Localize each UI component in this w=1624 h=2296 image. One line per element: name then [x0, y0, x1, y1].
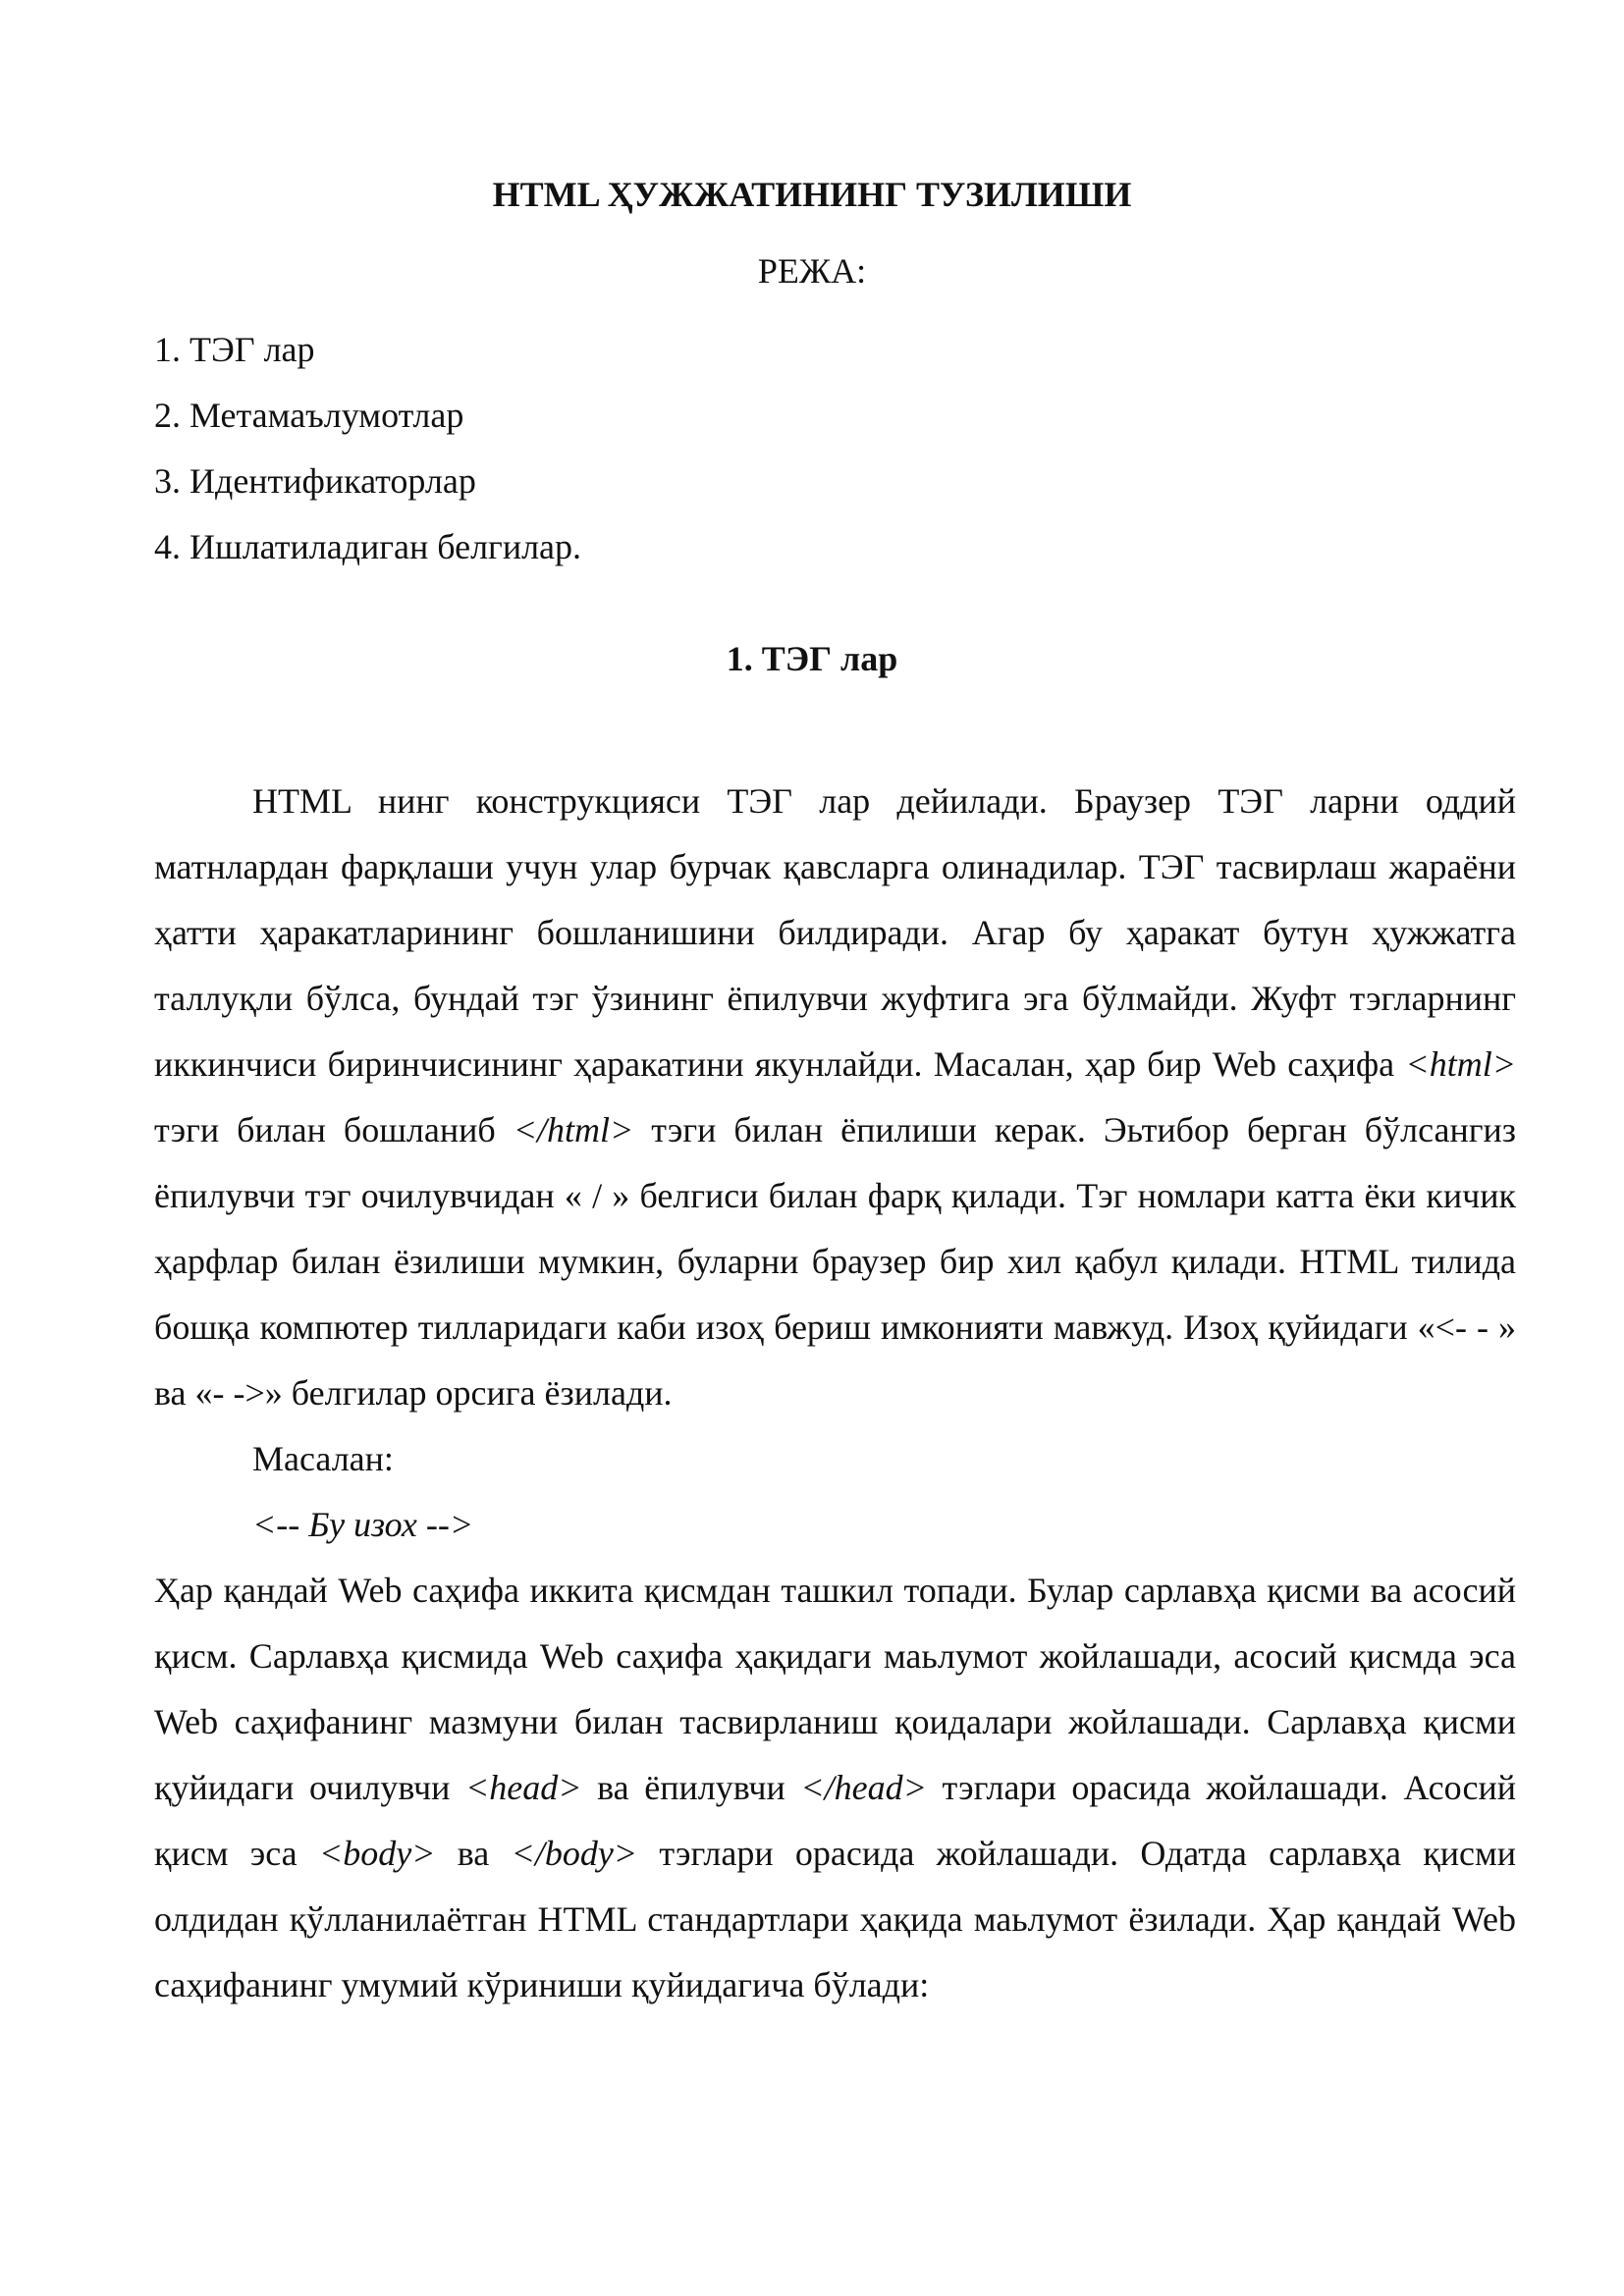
comment-example — [154, 1492, 1516, 1558]
paragraph-tags — [154, 769, 1516, 1426]
section-heading: 1. ТЭГ лар — [726, 639, 898, 678]
paragraph-text: тэги билан ёпилиши керак. Эьтибор берган бўлсангиз ёпилувчи тэг очилувчидан « / » белгиси билан фарқ қилади. Тэг номлари катта ёки кичик ҳарфлар билан ёзилиши мумкин, буларни браузер бир хил қабул қилади. HTML тилида бошқа компютер тилларидаги каби изоҳ бериш имконияти мавжуд. Изоҳ қуйидаги «<- - » ва «- ->» белгилар орсига ёзилади. — [154, 1110, 1516, 1413]
example-label: Масалан: — [252, 1439, 394, 1478]
paragraph-text: HTML нинг конструкцияси ТЭГ лар дейилади. Браузер ТЭГ ларни оддий матнлардан фарқлаши учун улар бурчак қавсларга олинадилар. ТЭГ тасвирлаш жараёни ҳатти ҳаракатларининг бошланишини билдиради. Агар бу ҳаракат бутун ҳужжатга таллуқли бўлса, бундай тэг ўзининг ёпилувчи жуфтига эга бўлмайди. Жуфт тэгларнинг иккинчиси биринчисининг ҳаракатини якунлайди. Масалан, ҳар бир Web саҳифа — [154, 781, 1516, 1084]
plan-list — [154, 317, 581, 580]
paragraph-text: ва — [435, 1834, 512, 1873]
paragraph-text: тэглари орасида жойлашади. Одатда сарлавҳа қисми олдидан қўлланилаётган HTML стандартлари ҳақида маьлумот ёзилади. Ҳар қандай Web саҳифанинг умумий кўриниши қуйидагича бўлади: — [154, 1834, 1516, 2004]
paragraph-text: тэги билан бошланиб — [154, 1110, 514, 1149]
plan-item: 4. Ишлатиладиган белгилар. — [154, 527, 582, 566]
inline-code: <html> — [1405, 1044, 1516, 1084]
plan-item: 1. ТЭГ лар — [154, 330, 315, 369]
comment-example-text: <-- Бу изох --> — [252, 1505, 474, 1544]
paragraph-text: ва ёпилувчи — [581, 1768, 801, 1807]
inline-code: </html> — [513, 1110, 634, 1149]
paragraph-structure — [154, 1558, 1516, 2018]
plan-heading: РЕЖА: — [757, 251, 867, 291]
inline-code: </body> — [511, 1834, 638, 1873]
paragraph-text: Ҳар қандай Web саҳифа иккита қисмдан ташкил топади. Булар сарлавҳа қисми ва асосий қисм. Сарлавҳа қисмида Web саҳифа ҳақидаги маьлумот жойлашади, асосий қисмда эса Web саҳифанинг мазмуни билан тасвирланиш қоидалари жойлашади. Сарлавҳа қисми қуйидаги очилувчи — [154, 1571, 1516, 1807]
document-title: HTML ҲУЖЖАТИНИНГ ТУЗИЛИШИ — [492, 175, 1132, 214]
paragraph-text: тэглари орасида жойлашади. Асосий қисм эса — [154, 1768, 1516, 1873]
inline-code: <body> — [318, 1834, 436, 1873]
body-text — [154, 769, 1516, 2018]
plan-item: 3. Идентификаторлар — [154, 461, 476, 501]
plan-item: 2. Метамаълумотлар — [154, 396, 464, 435]
inline-code: </head> — [800, 1768, 927, 1807]
inline-code: <head> — [464, 1768, 582, 1807]
